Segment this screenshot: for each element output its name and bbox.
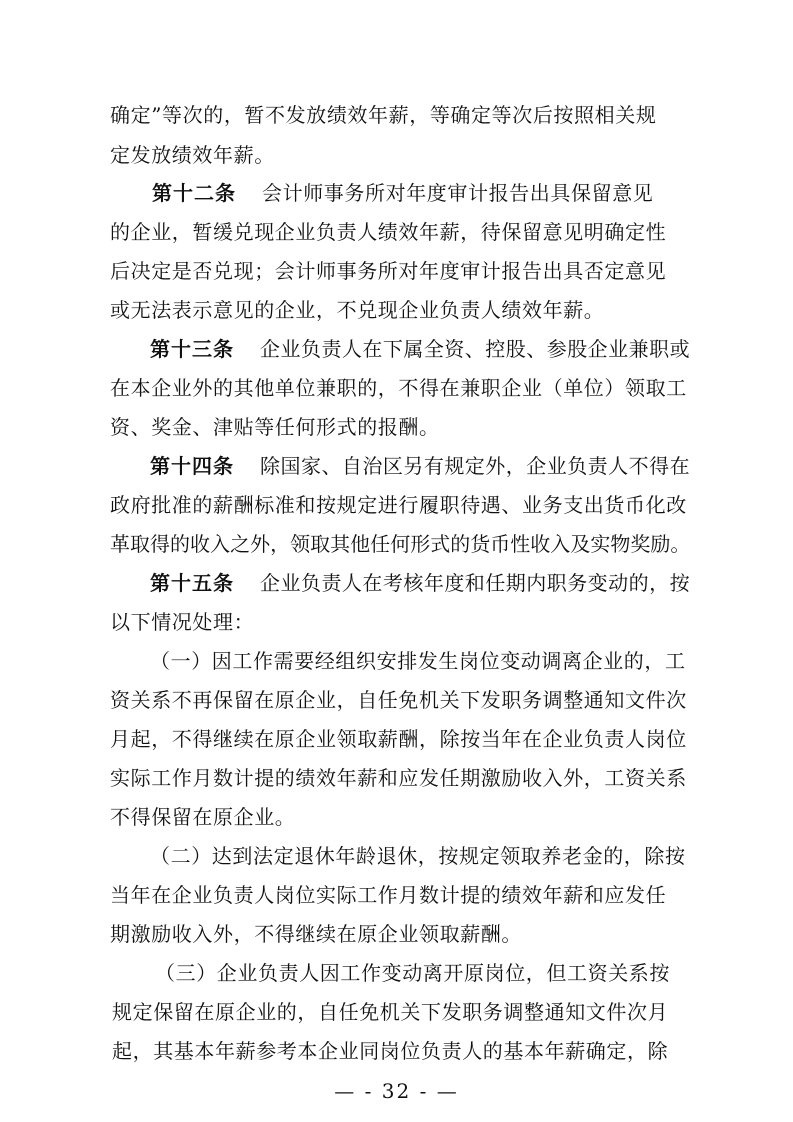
article-12-text: 会计师事务所对年度审计报告出具保留意见 [262,181,654,205]
item-2-line: （二）达到法定退休年龄退休，按规定领取养老金的，除按 [150,844,686,868]
paragraph-line: 政府批准的薪酬标准和按规定进行履职待遇、业务支出货币化改 [110,493,687,517]
paragraph-line: 资关系不再保留在原企业，自任免机关下发职务调整通知文件次 [110,688,687,712]
paragraph-line: 当年在企业负责人岗位实际工作月数计提的绩效年薪和应发任 [110,883,667,907]
article-15-heading: 第十五条 [150,571,234,595]
page-number: — - 32 - — [334,1079,459,1103]
article-14-first-line [150,453,690,479]
paragraph-line: 资、奖金、津贴等任何形式的报酬。 [110,415,440,439]
paragraph-line: 期激励收入外，不得继续在原企业领取薪酬。 [110,922,522,946]
paragraph-line: 起，其基本年薪参考本企业同岗位负责人的基本年薪确定，除 [112,1039,669,1063]
article-13-heading: 第十三条 [150,337,234,361]
paragraph-line: 规定保留在原企业的，自任免机关下发职务调整通知文件次月 [112,1000,669,1024]
paragraph-line: 革取得的收入之外，领取其他任何形式的货币性收入及实物奖励。 [110,532,691,556]
paragraph-line: 或无法表示意见的企业，不兑现企业负责人绩效年薪。 [110,298,605,322]
paragraph-line: 在本企业外的其他单位兼职的，不得在兼职企业（单位）领取工 [110,376,687,400]
item-1-line: （一）因工作需要经组织安排发生岗位变动调离企业的，工 [150,649,686,673]
article-15-first-line [150,570,690,596]
paragraph-line: 确定”等次的，暂不发放绩效年薪，等确定等次后按照相关规 [110,103,657,127]
article-14-heading: 第十四条 [150,454,234,478]
paragraph-line: 月起，不得继续在原企业领取薪酬，除按当年在企业负责人岗位 [110,727,687,751]
article-13-first-line [150,336,690,362]
article-12-heading: 第十二条 [152,181,236,205]
paragraph-line: 以下情况处理： [110,610,255,634]
article-13-text: 企业负责人在下属全资、控股、参股企业兼职或 [260,337,691,361]
article-15-text: 企业负责人在考核年度和任期内职务变动的，按 [260,571,691,595]
paragraph-line: 不得保留在原企业。 [110,805,296,829]
article-14-text: 除国家、自治区另有规定外，企业负责人不得在 [260,454,691,478]
paragraph-line: 后决定是否兑现；会计师事务所对年度审计报告出具否定意见 [110,259,667,283]
paragraph-line: 定发放绩效年薪。 [110,143,275,167]
item-3-line: （三）企业负责人因工作变动离开原岗位，但工资关系按 [155,961,670,985]
paragraph-line: 实际工作月数计提的绩效年薪和应发任期激励收入外，工资关系 [110,766,687,790]
article-12-first-line [152,180,653,206]
paragraph-line: 的企业，暂缓兑现企业负责人绩效年薪，待保留意见明确定性 [110,220,667,244]
